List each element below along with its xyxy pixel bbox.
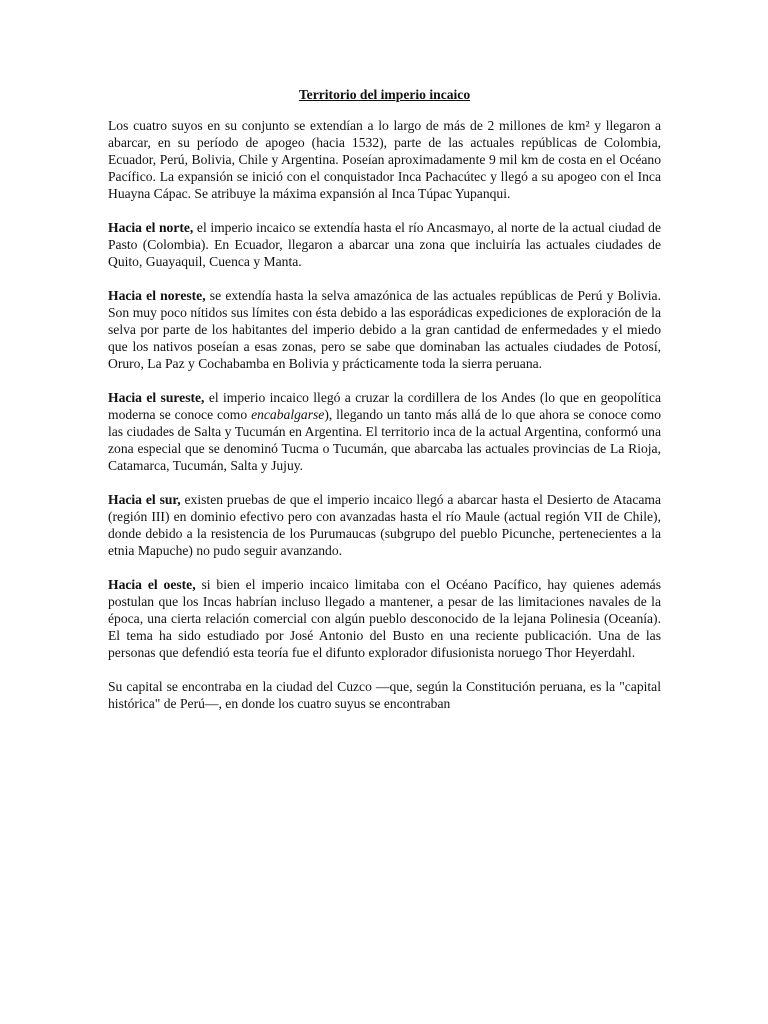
southeast-heading: Hacia el sureste, (108, 390, 205, 405)
document-page (108, 86, 661, 729)
intro-paragraph: Los cuatro suyos en su conjunto se extendían a lo largo de más de 2 millones de km² y llegaron a abarcar, en su período de apogeo (hacia 1532), parte de las actuales repúblicas de Colombia, Ecuador, Perú, Bolivia, Chile y Argentina. Poseían aproximadamente 9 mil km de costa en el Océano Pacífico. La expansión se inició con el conquistador Inca Pachacútec y llegó a su apogeo con el Inca Huayna Cápac. Se atribuye la máxima expansión al Inca Túpac Yupanqui. (108, 118, 661, 201)
south-paragraph (108, 491, 661, 559)
south-text: existen pruebas de que el imperio incaico llegó a abarcar hasta el Desierto de Atacama (región III) en dominio efectivo pero con avanzadas hasta el río Maule (actual región VII de Chile), donde debido a la resistencia de los Purumaucas (subgrupo del pueblo Picunche, pertenecientes a la etnia Mapuche) no pudo seguir avanzando. (108, 492, 661, 558)
west-text: si bien el imperio incaico limitaba con el Océano Pacífico, hay quienes además postulan que los Incas habrían incluso llegado a mantener, a pesar de las limitaciones navales de la época, una cierta relación comercial con algún pueblo desconocido de la lejana Polinesia (Oceanía). El tema ha sido estudiado por José Antonio del Busto en una reciente publicación. Una de las personas que defendió esta teoría fue el difunto explorador difusionista noruego Thor Heyerdahl. (108, 577, 661, 660)
southeast-text-after: ), llegando un tanto más allá de lo que ahora se conoce como las ciudades de Salta y Tucumán en Argentina. El territorio inca de la actual Argentina, conformó una zona especial que se denominó Tucma o Tucumán, que abarcaba las actuales provincias de La Rioja, Catamarca, Tucumán, Salta y Jujuy. (108, 407, 662, 473)
north-paragraph (108, 219, 661, 270)
north-text: el imperio incaico se extendía hasta el río Ancasmayo, al norte de la actual ciudad de Pasto (Colombia). En Ecuador, llegaron a abarcar una zona que incluiría las actuales ciudades de Quito, Guayaquil, Cuenca y Manta. (108, 220, 661, 269)
capital-paragraph: Su capital se encontraba en la ciudad del Cuzco —que, según la Constitución peruana, es la "capital histórica" de Perú—, en donde los cuatro suyus se encontraban (108, 679, 661, 711)
southeast-text-before: el imperio incaico llegó a cruzar la cordillera de los Andes (lo que en geopolítica moderna se conoce como (108, 390, 661, 422)
north-heading: Hacia el norte, (108, 220, 194, 235)
west-heading: Hacia el oeste, (108, 577, 196, 592)
northeast-heading: Hacia el noreste, (108, 288, 206, 303)
southeast-italic-term: encabalgarse (251, 407, 325, 422)
southeast-paragraph (108, 389, 661, 474)
west-paragraph (108, 576, 661, 661)
south-heading: Hacia el sur, (108, 492, 181, 507)
northeast-paragraph (108, 287, 661, 372)
northeast-text: se extendía hasta la selva amazónica de las actuales repúblicas de Perú y Bolivia. Son muy poco nítidos sus límites con ésta debido a las esporádicas expediciones de exploración de la selva por parte de los habitantes del imperio debido a la gran cantidad de enfermedades y el miedo que los nativos poseían a esas zonas, pero se sabe que dominaban las actuales ciudades de Potosí, Oruro, La Paz y Cochabamba en Bolivia y prácticamente toda la sierra peruana. (108, 288, 661, 371)
document-title: Territorio del imperio incaico (298, 87, 471, 102)
